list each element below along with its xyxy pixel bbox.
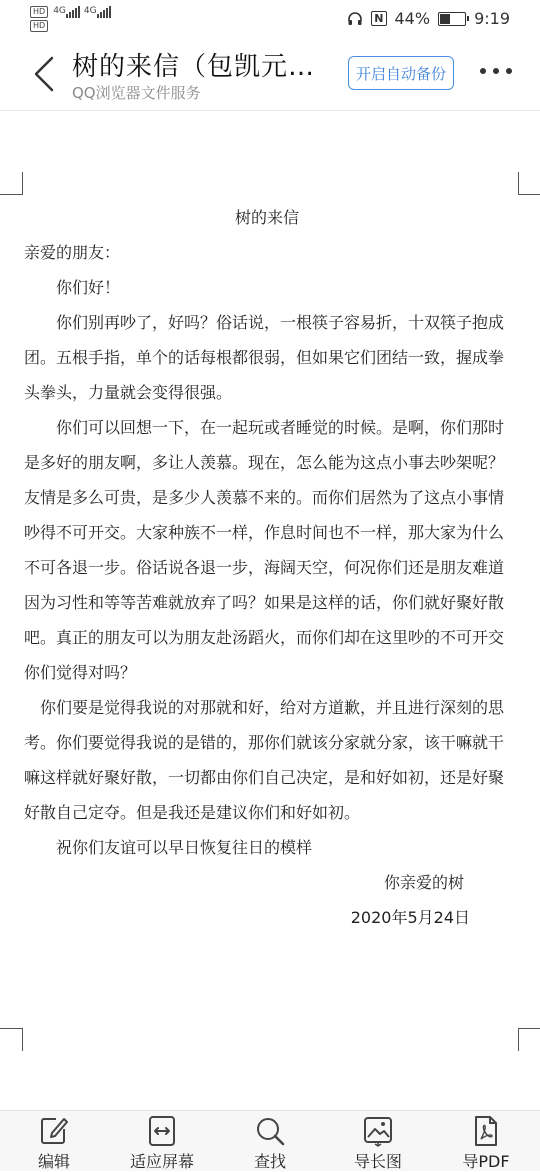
service-subtitle: QQ浏览器文件服务 — [72, 84, 201, 102]
signal1-icon — [66, 6, 81, 18]
letter-closing: 祝你们友谊可以早日恢复往日的模样 — [56, 838, 313, 857]
letter-date: 2020年5月24日 — [350, 908, 470, 927]
page-corner-top-left — [0, 172, 23, 195]
export-pdf-button[interactable] — [441, 1115, 531, 1172]
letter-paragraph-3: 你们要是觉得我说的对那就和好，给对方道歉，并且进行深刻的思考。你们要觉得我说的是错的，那你们就该分家就分家，该干嘛就干嘛这样就好聚好散，一切都由你们自己决定，是和好如初，还是好聚好散自己定夺。但是我还是建议你们和好如初。 — [24, 698, 505, 822]
search-icon — [254, 1115, 286, 1147]
status-bar — [0, 0, 540, 38]
sim1-hd-badge: HD — [30, 6, 48, 18]
page-corner-bottom-right — [518, 1028, 540, 1051]
document-title: 树的来信（包凯元… — [72, 52, 316, 82]
letter-paragraph-1: 你们别再吵了，好吗？俗话说，一根筷子容易折，十双筷子抱成团。五根手指，单个的话每根都很弱，但如果它们团结一致，握成拳头拳头，力量就会变得很强。 — [24, 313, 505, 402]
export-pdf-label: 导PDF — [462, 1152, 510, 1171]
status-right — [347, 9, 510, 28]
letter-paragraph-2: 你们可以回想一下，在一起玩或者睡觉的时候。是啊，你们那时是多好的朋友啊，多让人羡慕。现在，怎么能为这点小事去吵架呢？友情是多么可贵，是多少人羡慕不来的。而你们居然为了这点小事情吵得不可开交。大家种族不一样，作息时间也不一样，那大家为什么不可各退一步。俗话说各退一步，海阔天空，何况你们还是朋友难道因为习性和等等苦难就放弃了吗？如果是这样的话，你们就好聚好散吧。真正的朋友可以为朋友赴汤蹈火，而你们却在这里吵的不可开交你们觉得对吗？ — [24, 418, 505, 682]
edit-label: 编辑 — [37, 1152, 70, 1171]
bottom-toolbar — [0, 1110, 540, 1171]
network1-label: 4G — [53, 6, 66, 16]
document-body — [24, 200, 510, 935]
more-options-icon[interactable] — [480, 68, 512, 74]
signal2-icon — [97, 6, 112, 18]
headset-icon — [347, 11, 363, 27]
fit-screen-label: 适应屏幕 — [129, 1152, 194, 1171]
long-image-icon — [362, 1115, 394, 1147]
back-arrow-icon[interactable] — [30, 56, 58, 92]
page-corner-bottom-left — [0, 1028, 23, 1051]
letter-greeting: 你们好！ — [56, 278, 121, 297]
app-header — [0, 38, 540, 111]
fit-screen-icon — [146, 1115, 178, 1147]
pdf-icon — [470, 1115, 502, 1147]
nfc-icon: N — [371, 11, 386, 26]
long-image-label: 导长图 — [353, 1152, 402, 1171]
find-label: 查找 — [253, 1152, 286, 1171]
letter-title: 树的来信 — [234, 208, 299, 227]
battery-icon — [438, 12, 466, 26]
fit-screen-button[interactable] — [117, 1115, 207, 1172]
edit-button[interactable] — [9, 1115, 99, 1172]
long-image-button[interactable] — [333, 1115, 423, 1172]
signal-indicators — [30, 6, 112, 32]
find-button[interactable] — [225, 1115, 315, 1172]
sim2-hd-badge: HD — [30, 20, 48, 32]
battery-percent: 44% — [394, 9, 431, 28]
network2-label: 4G — [83, 6, 97, 16]
auto-backup-button[interactable]: 开启自动备份 — [348, 56, 454, 90]
letter-salutation: 亲爱的朋友： — [24, 243, 121, 262]
letter-signature: 你亲爱的树 — [383, 873, 464, 892]
clock: 9:19 — [474, 9, 510, 28]
edit-icon — [38, 1115, 70, 1147]
page-corner-top-right — [518, 172, 540, 195]
